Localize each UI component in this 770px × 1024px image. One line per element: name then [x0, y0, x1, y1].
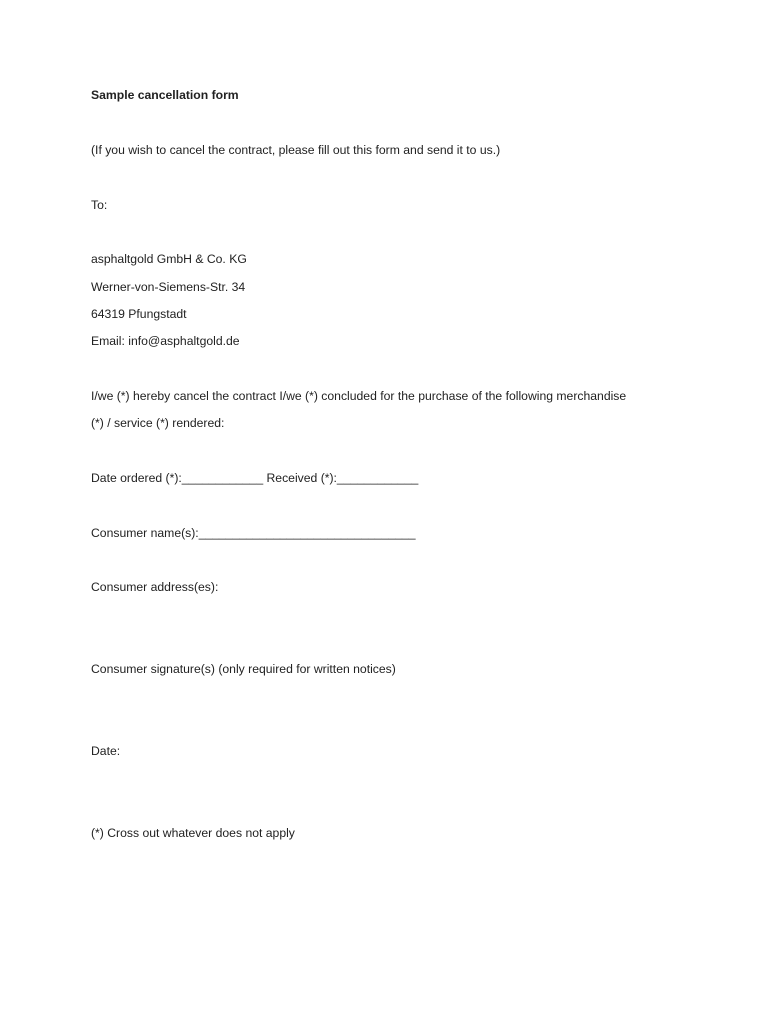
- instruction-text: (If you wish to cancel the contract, please fill out this form and send it to us.): [91, 143, 501, 157]
- recipient-email: Email: info@asphaltgold.de: [91, 334, 240, 348]
- consumer-address-line: Consumer address(es):: [91, 580, 219, 594]
- declaration-line-1: I/we (*) hereby cancel the contract I/we (*) concluded for the purchase of the following merchandise: [91, 389, 627, 403]
- footnote-text: (*) Cross out whatever does not apply: [91, 826, 295, 840]
- date-line: Date:: [91, 744, 121, 758]
- form-title: Sample cancellation form: [91, 88, 239, 102]
- recipient-street: Werner-von-Siemens-Str. 34: [91, 280, 246, 294]
- consumer-signature-line: Consumer signature(s) (only required for written notices): [91, 662, 396, 676]
- consumer-name-line: Consumer name(s):________________________________: [91, 526, 416, 540]
- recipient-company: asphaltgold GmbH & Co. KG: [91, 252, 247, 266]
- recipient-city: 64319 Pfungstadt: [91, 307, 187, 321]
- declaration-line-2: (*) / service (*) rendered:: [91, 416, 225, 430]
- to-label: To:: [91, 198, 108, 212]
- dates-line: Date ordered (*):____________ Received (*):____________: [91, 471, 419, 485]
